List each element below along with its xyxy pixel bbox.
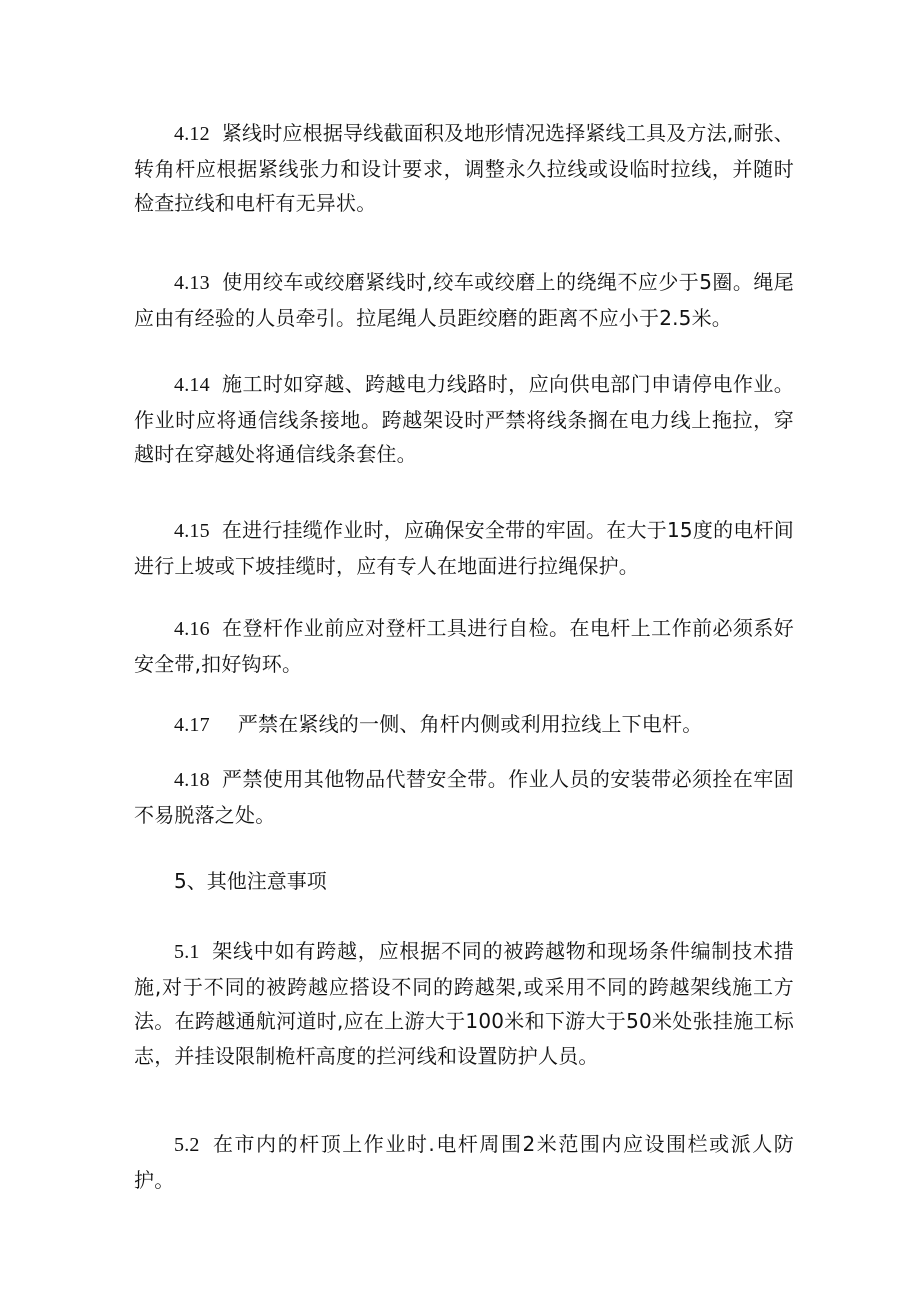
- clause-text: 紧线时应根据导线截面积及地形情况选择紧线工具及方法,耐张、转角杆应根据紧线张力和设计要求，调整永久拉线或设临时拉线，并随时检查拉线和电杆有无异状。: [134, 121, 794, 215]
- paragraph-4-17: [134, 707, 794, 743]
- paragraph-4-16: [134, 611, 794, 681]
- clause-number: 5.2: [174, 1134, 200, 1156]
- paragraph-4-14: [134, 367, 794, 472]
- clause-text: 架线中如有跨越，应根据不同的被跨越物和现场条件编制技术措施,对于不同的被跨越应搭设不同的跨越架,或采用不同的跨越架线施工方法。在跨越通航河道时,应在上游大于100米和下游大于50米处张挂施工标志，并挂设限制桅杆高度的拦河线和设置防护人员。: [134, 939, 794, 1068]
- paragraph-5-1: [134, 934, 794, 1073]
- clause-number: 4.16: [174, 618, 210, 640]
- clause-number: 4.14: [174, 374, 210, 396]
- clause-number: 4.17: [174, 714, 210, 736]
- clause-number: 4.18: [174, 769, 210, 791]
- clause-text: 严禁使用其他物品代替安全带。作业人员的安装带必须拴在牢固不易脱落之处。: [134, 767, 794, 827]
- clause-text: 施工时如穿越、跨越电力线路时，应向供电部门申请停电作业。作业时应将通信线条接地。跨越架设时严禁将线条搁在电力线上拖拉，穿越时在穿越处将通信线条套住。: [134, 372, 794, 466]
- clause-number: 5.1: [174, 941, 200, 963]
- clause-text: 在市内的杆顶上作业时.电杆周围2米范围内应设围栏或派人防护。: [134, 1132, 794, 1192]
- clause-text: 在进行挂缆作业时，应确保安全带的牢固。在大于15度的电杆间进行上坡或下坡挂缆时，应有专人在地面进行拉绳保护。: [134, 518, 794, 578]
- clause-number: 4.13: [174, 272, 210, 294]
- paragraph-4-18: [134, 762, 794, 832]
- clause-text: 使用绞车或绞磨紧线时,绞车或绞磨上的绕绳不应少于5圈。绳尾应由有经验的人员牵引。拉尾绳人员距绞磨的距离不应小于2.5米。: [134, 270, 794, 330]
- section-heading-5: 5、其他注意事项: [174, 869, 327, 893]
- clause-text: 在登杆作业前应对登杆工具进行自检。在电杆上工作前必须系好安全带,扣好钩环。: [134, 616, 794, 676]
- paragraph-4-15: [134, 513, 794, 583]
- paragraph-4-13: [134, 265, 794, 335]
- paragraph-5-2: [134, 1127, 794, 1197]
- clause-text: 严禁在紧线的一侧、角杆内侧或利用拉线上下电杆。: [237, 712, 703, 736]
- clause-number: 4.15: [174, 520, 210, 542]
- clause-number: 4.12: [174, 123, 210, 145]
- paragraph-4-12: [134, 116, 794, 221]
